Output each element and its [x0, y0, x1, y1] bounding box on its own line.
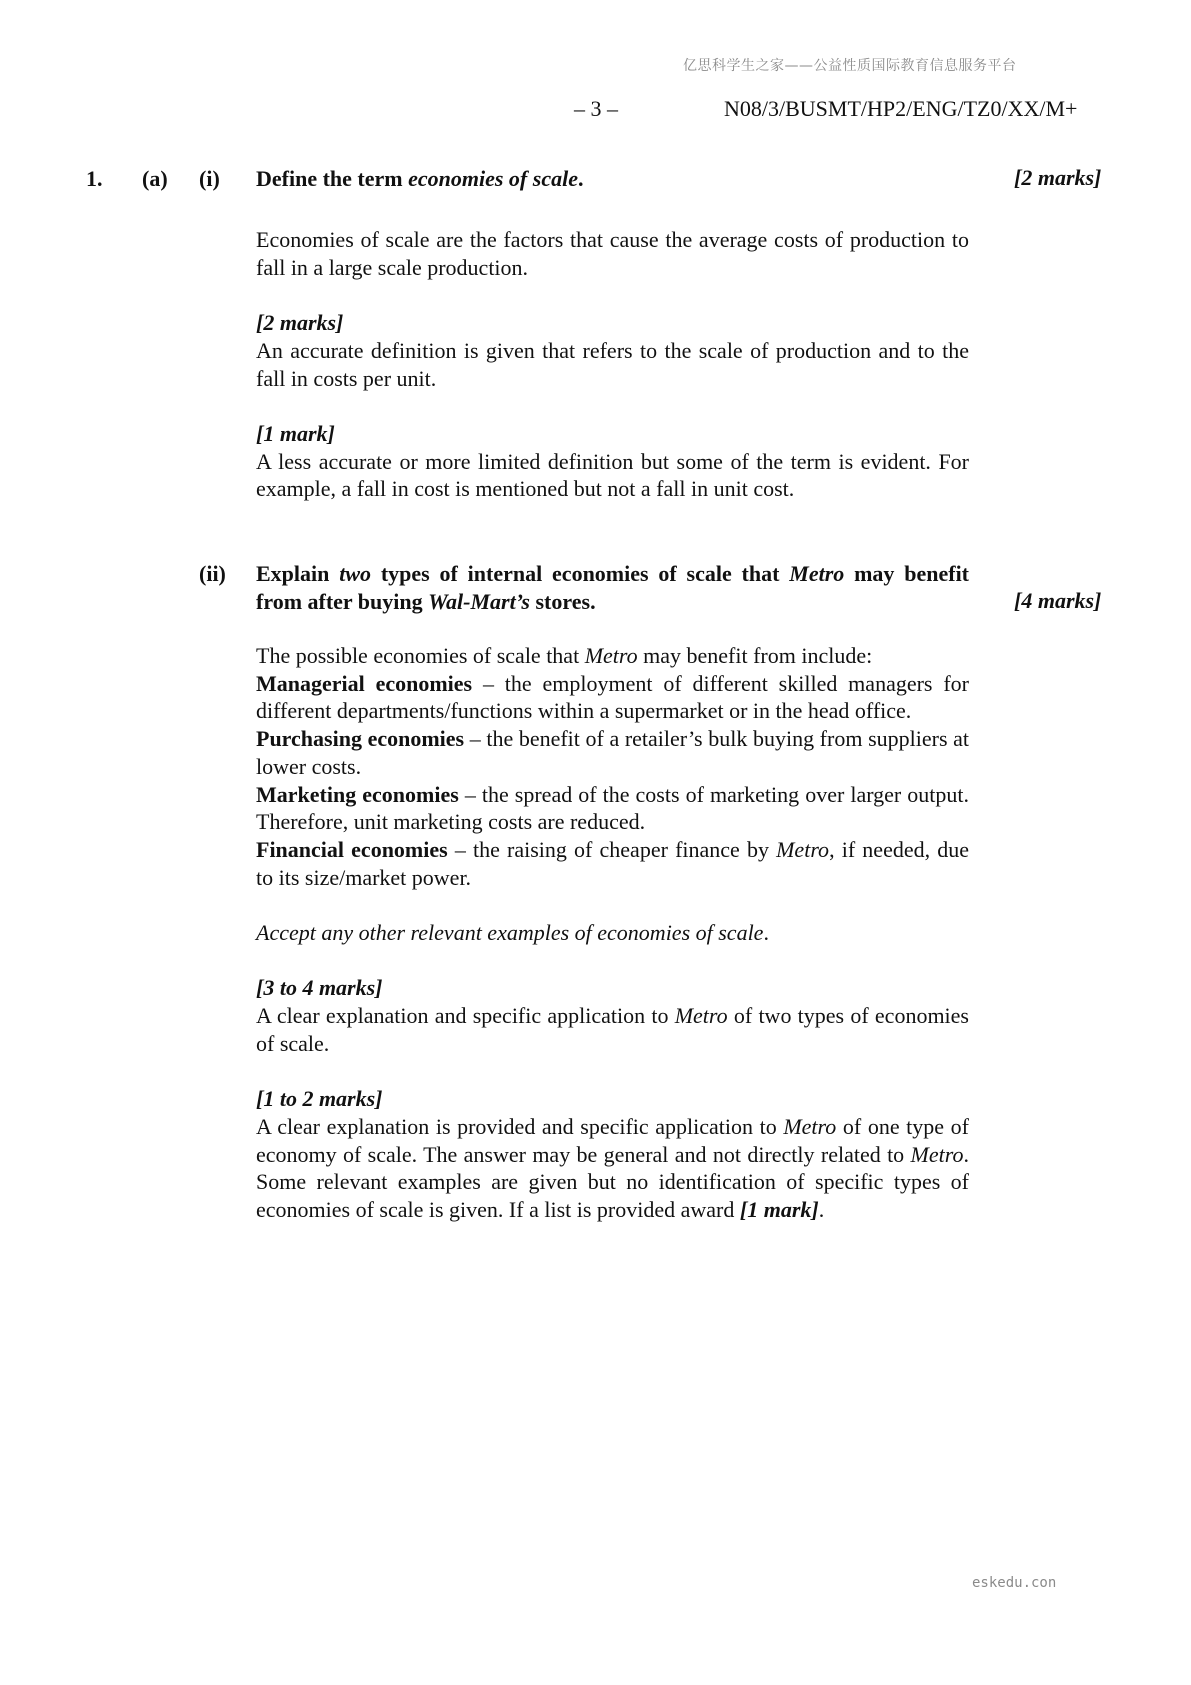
- band-text: An accurate definition is given that refers to the scale of production and to the fall in costs per unit.: [256, 337, 969, 391]
- watermark-top: 亿思科学生之家——公益性质国际教育信息服务平台: [683, 58, 1017, 74]
- sub-ii-prompt: Explain two types of internal economies of scale that Metro may benefit from after buying Wal-Mart’s stores.: [256, 561, 970, 614]
- band-text: A clear explanation and specific application to Metro of two types of economies of scale.: [256, 1003, 969, 1056]
- sub-ii-marks: [4 marks]: [1014, 588, 1102, 613]
- sub-i-prompt: Define the term economies of scale.: [256, 166, 584, 191]
- economy-item: Purchasing economies – the benefit of a retailer’s bulk buying from suppliers at lower costs.: [256, 726, 969, 779]
- accept-note: Accept any other relevant examples of economies of scale.: [256, 920, 769, 946]
- question-number: 1.: [86, 166, 103, 191]
- intro-text: The possible economies of scale that Metro may benefit from include:: [256, 643, 873, 668]
- economy-item: Managerial economies – the employment of different skilled managers for different departments/functions within a supermarket or in the head office.: [256, 670, 969, 724]
- economy-item: Financial economies – the raising of cheaper finance by Metro, if needed, due to its size/market power.: [256, 836, 970, 890]
- band-label: [1 mark]: [256, 420, 335, 446]
- sub-ii-answer: [256, 642, 969, 1224]
- page-number: – 3 –: [574, 96, 618, 121]
- question-part: (a): [142, 166, 168, 191]
- band-text: A clear explanation is provided and specific application to Metro of one type of economy of scale. The answer may be general and not directly related to Metro. Some relevant examples are given but no identification of specific types of economies of scale is given. If a list is provided award [1 mark].: [256, 1113, 969, 1223]
- sub-ii-label: (ii): [199, 561, 226, 586]
- watermark-bottom: eskedu.con: [972, 1575, 1057, 1591]
- band-text: A less accurate or more limited definition but some of the term is evident. For example, a fall in cost is mentioned but not a fall in unit cost.: [256, 448, 969, 502]
- document-code: N08/3/BUSMT/HP2/ENG/TZ0/XX/M+: [724, 96, 1078, 121]
- sub-i-label: (i): [199, 166, 220, 191]
- band-label: [1 to 2 marks]: [256, 1086, 383, 1112]
- sub-i-marks: [2 marks]: [1014, 165, 1102, 190]
- band-label: [3 to 4 marks]: [256, 975, 383, 1001]
- band-label: [2 marks]: [256, 310, 344, 336]
- answer-text: Economies of scale are the factors that cause the average costs of production to fall in a large scale production.: [256, 227, 969, 280]
- sub-i-answer: [256, 226, 969, 503]
- economy-item: Marketing economies – the spread of the costs of marketing over larger output. Therefore, unit marketing costs are reduced.: [256, 781, 969, 835]
